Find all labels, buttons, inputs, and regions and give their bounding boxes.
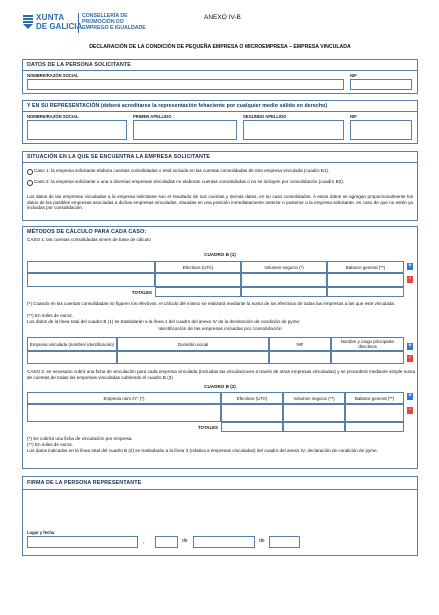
b1-header-volumen: Volumen negocio (*) [241,261,327,273]
methods-section-title: MÉTODOS DE CÁLCULO PARA CADA CASO: [27,229,147,235]
ident-row1-company[interactable] [27,351,117,364]
note-5: (**) En miles de euros. [27,442,73,447]
situation-section [22,151,418,221]
case1-text: Caso 1: la empresa solicitante elabora cuentas consolidadas o está incluida en las cuentas consolidadas de otra empresa vinculada (cuadro B1). [34,168,330,173]
b1-row1-volumen[interactable] [241,273,327,287]
methods-section [22,226,418,469]
b1-total-efectivos[interactable] [155,287,241,297]
b2-row1-empresa[interactable] [27,404,221,422]
b1-total-volumen[interactable] [241,287,327,297]
de-label-2: de [259,538,265,544]
note-1: (*) Cuando en las cuentas consolidadas no figuren los efectivos, el cálculo del mismo se realizará mediante la suma de los efectivos de todas las empresas a las que esté vinculada. [27,301,396,306]
logo-line-1: XUNTA [36,13,65,22]
ident-header-nif: NIF [269,337,331,351]
b2-total-volumen[interactable] [283,422,345,432]
note-3: Los datos de la línea total del cuadro B (1) se trasladarán a la línea 1 del cuadro del anexo IV de la declaración de condición de pyme: [27,319,301,324]
case2-intro: CASO 2: es necesario cubrir una ficha de vinculación para cada empresa vinculada (incluidas las vinculaciones a través de otras empresas vinculadas) y se procederá mediante simple suma de cuentas de todas las empresas vinculadas cubriendo el cuadro B (2) [27,369,415,380]
b2-total-balance[interactable] [345,422,404,432]
rep-second-surname-label: SEGUNDO APELLIDO [243,114,287,119]
rep-first-surname-label: PRIMER APELLIDO [133,114,172,119]
day-field[interactable] [155,536,178,548]
dept-line-1: CONSELLERÍA DE [82,13,128,19]
applicant-section-title: DATOS DE LA PERSONA SOLICITANTE [27,62,131,68]
b1-add-row-button[interactable]: + [408,263,412,269]
rep-nif-field[interactable] [350,120,412,140]
xunta-logo [22,13,83,33]
month-field[interactable] [193,536,255,548]
b1-total-balance[interactable] [327,287,404,297]
case2-radio[interactable] [27,180,33,186]
place-date-label: Lugar y fecha [27,530,55,535]
department-name [82,13,146,31]
representative-section-title: Y EN SU REPRESENTACIÓN (deberá acreditarse la representación fehaciente por cualquier medio válido en derecho) [27,103,328,109]
b2-remove-row-button[interactable]: - [409,407,411,413]
b2-header-volumen: Volumen negocio (**) [283,392,345,404]
b1-row1-name[interactable] [27,273,155,287]
signature-section-title: FIRMA DE LA PERSONA REPRESENTANTE [27,480,142,486]
annex-label: ANEXO IV-B [204,14,241,21]
situation-section-title: SITUACIÓN EN LA QUE SE ENCUENTRA LA EMPRESA SOLICITANTE [27,154,211,160]
case2-text: Caso 2: la empresa solicitante o una o diversas empresas vinculadas no elaboran cuentas consolidadas o no se incluyen por consolidación (cuadro B2). [34,179,345,184]
b2-header-empresa: Empresa núm /nº: (*) [27,392,221,404]
b2-header-balance: Balance general (**) [345,392,404,404]
situation-note: Los datos de las empresas vinculadas a la empresa solicitante son el resultado de sus cuentas y demás datos, en su caso consolidados. A estos datos se agregan proporcionalmente los datos de las posibles empresas asociadas a dichas empresas vinculadas, situadas en una posición inmediatamente anterior o posterior a la empresa solicitante, en caso de que no estén ya incluidas por consolidación. [27,194,413,211]
rep-second-surname-field[interactable] [243,120,344,140]
ident-row1-nif[interactable] [269,351,331,364]
note-2: (**) En miles de euros. [27,313,73,318]
applicant-nif-field[interactable] [350,79,412,90]
applicant-name-field[interactable] [27,79,344,90]
year-field[interactable] [269,536,300,548]
ident-row1-directors[interactable] [331,351,404,364]
ident-add-row-button[interactable]: + [408,343,412,349]
b1-header-balance: Balance general (**) [327,261,404,273]
ident-row1-address[interactable] [117,351,269,364]
document-title: DECLARACIÓN DE LA CONDICIÓN DE PEQUEÑA EMPRESA O MICROEMPRESA – EMPRESA VINCULADA [89,44,351,50]
cuadro-b2-title: CUADRO B (2) [204,384,236,389]
case1-intro: CASO 1: las cuentas consolidadas sirven de base de cálculo [27,237,151,242]
b2-row1-volumen[interactable] [283,404,345,422]
b2-header-efectivos: Efectivos (UTA) [221,392,283,404]
rep-first-surname-field[interactable] [133,120,237,140]
xunta-emblem-icon [22,14,34,30]
ident-remove-row-button[interactable]: - [409,355,411,361]
b1-row1-balance[interactable] [327,273,404,287]
dept-line-3: EMPREGO E IGUALDADE [82,25,146,31]
case1-radio[interactable] [27,169,33,175]
b2-row1-efectivos[interactable] [221,404,283,422]
rep-name-field[interactable] [27,120,127,140]
representative-section [22,100,418,144]
b2-row1-balance[interactable] [345,404,404,422]
cuadro-b1-title: CUADRO B (1) [204,252,236,257]
dept-line-2: PROMOCIÓN DO [82,19,124,25]
b2-totals-label: TOTALES [197,424,218,430]
comma-separator: , [143,539,145,545]
de-label-1: de [182,538,188,544]
b2-add-row-button[interactable]: + [408,393,412,399]
b1-row1-efectivos[interactable] [155,273,241,287]
b1-header-efectivos: Efectivos (UTA) [155,261,241,273]
b1-header-blank [27,261,155,273]
ident-header-company: Empresa vinculada (nombre/ identificación) [27,337,117,351]
applicant-section [22,59,418,94]
ident-header-address: Domicilio social [117,337,269,351]
note-6: Los datos indicados en la línea total del cuadro B (2) se trasladarán a la línea 3 (relativa a empresas vinculadas) del cuadro del anexo IV, declaración de condición de pyme. [27,448,378,453]
applicant-nif-label: NIF [350,73,357,78]
note-4: (*) Se cubrirá una ficha de vinculación por empresa. [27,436,133,441]
logo-divider [78,13,79,33]
ident-title: Identificación de las empresas incluidas por consolidación [158,327,282,332]
logo-line-2: DE GALICIA [36,22,83,31]
b1-totals-label: TOTALES [131,289,152,295]
rep-name-label: NOMBRE/RAZÓN SOCIAL [27,114,79,119]
applicant-name-label: NOMBRE/RAZÓN SOCIAL [27,73,79,78]
signature-section [22,476,418,556]
b2-total-efectivos[interactable] [221,422,283,432]
b1-remove-row-button[interactable]: - [409,276,411,282]
rep-nif-label: NIF [350,114,357,119]
ident-header-directors: Nombre y cargo principales directivos [331,337,404,351]
place-field[interactable] [27,536,138,548]
